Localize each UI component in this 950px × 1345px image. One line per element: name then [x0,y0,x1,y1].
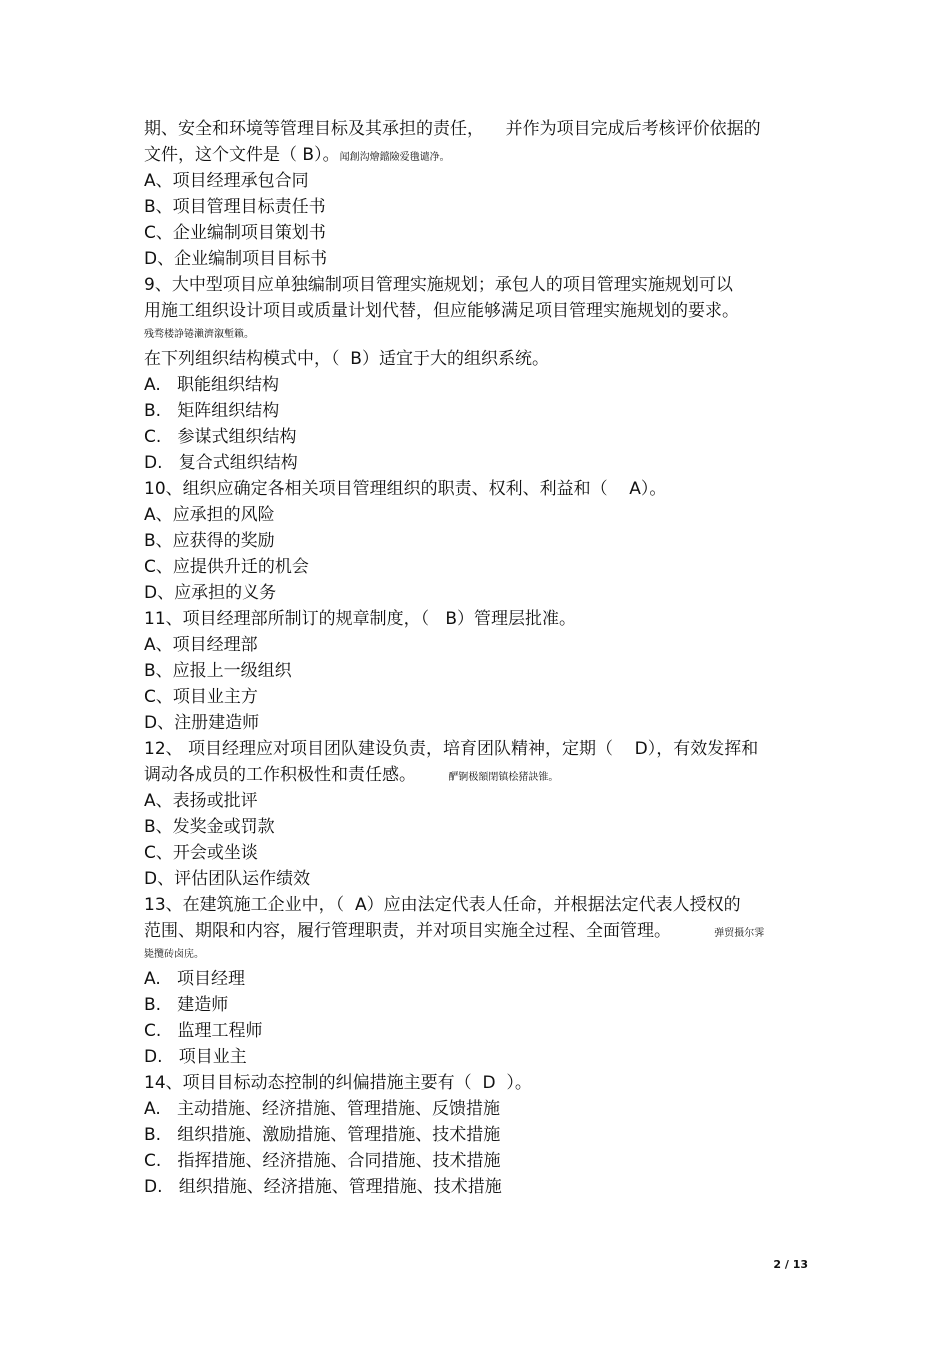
text-line [144,142,808,168]
garbled-suffix: 酽锕极額閉镇桧猪訣锥。 [448,772,559,783]
text-line [144,1044,808,1070]
line-text: 用施工组织设计项目或质量计划代替，但应能够满足项目管理实施规划的要求。 [144,301,739,321]
line-text: 12、 项目经理应对项目团队建设负责，培育团队精神，定期（ D），有效发挥和 [144,739,759,759]
text-line [144,116,808,142]
page-content [144,116,808,1200]
line-text: D、注册建造师 [144,713,260,733]
line-text: C、企业编制项目策划书 [144,223,326,243]
line-text: D. 项目业主 [144,1047,247,1067]
text-line [144,220,808,246]
line-text: C、项目业主方 [144,687,258,707]
line-text: C. 参谋式组织结构 [144,427,297,447]
text-line [144,606,808,632]
line-text: A. 项目经理 [144,969,245,989]
text-line [144,272,808,298]
line-text: D、应承担的义务 [144,583,277,603]
garbled-note-1: 残骛楼諍锩瀨濟溆塹籟。 [144,329,254,340]
line-text: A、项目经理承包合同 [144,171,309,191]
line-text: D. 复合式组织结构 [144,453,298,473]
line-text: B、发奖金或罚款 [144,817,275,837]
text-line [144,346,808,372]
line-text: 13、在建筑施工企业中，（ A）应由法定代表人任命，并根据法定代表人授权的 [144,895,741,915]
line-text: 在下列组织结构模式中，（ B）适宜于大的组织系统。 [144,349,549,369]
line-text: A、应承担的风险 [144,505,275,525]
text-line [144,1070,808,1096]
text-line [144,528,808,554]
line-text: B、应报上一级组织 [144,661,292,681]
line-text: A. 主动措施、经济措施、管理措施、反馈措施 [144,1099,500,1119]
line-text: 9、大中型项目应单独编制项目管理实施规划；承包人的项目管理实施规划可以 [144,275,733,295]
text-line [144,424,808,450]
page-number: 2 / 13 [773,1258,808,1271]
text-line [144,398,808,424]
line-text: B. 建造师 [144,995,229,1015]
text-line [144,632,808,658]
line-text: C、应提供升迁的机会 [144,557,309,577]
garbled-suffix: 弹贸摄尔霁 [714,928,765,939]
text-line [144,476,808,502]
text-line [144,788,808,814]
line-text: B、应获得的奖励 [144,531,275,551]
text-line [144,710,808,736]
text-line [144,918,808,944]
line-text: 期、安全和环境等管理目标及其承担的责任， 并作为项目完成后考核评价依据的 [144,119,761,139]
line-text: B. 矩阵组织结构 [144,401,280,421]
line-text: 调动各成员的工作积极性和责任感。 [144,765,449,785]
line-text: C. 监理工程师 [144,1021,263,1041]
line-text: B、项目管理目标责任书 [144,197,326,217]
line-text: A、表扬或批评 [144,791,258,811]
line-text: 范围、期限和内容，履行管理职责，并对项目实施全过程、全面管理。 [144,921,715,941]
line-text: D. 组织措施、经济措施、管理措施、技术措施 [144,1177,502,1197]
text-line [144,684,808,710]
text-line [144,168,808,194]
text-line [144,194,808,220]
line-text: D、企业编制项目目标书 [144,249,328,269]
text-line [144,992,808,1018]
garbled-suffix: 闻創沟燴鐺險爱氇谴净。 [339,152,450,163]
line-text: 10、组织应确定各相关项目管理组织的职责、权利、利益和（ A）。 [144,479,667,499]
line-text: D、评估团队运作绩效 [144,869,311,889]
text-line [144,246,808,272]
line-text: 11、项目经理部所制订的规章制度，（ B）管理层批准。 [144,609,577,629]
text-line [144,1018,808,1044]
line-text: A. 职能组织结构 [144,375,279,395]
text-block-3 [144,966,808,1200]
text-line [144,372,808,398]
text-line [144,554,808,580]
text-line [144,1148,808,1174]
line-text: 14、项目目标动态控制的纠偏措施主要有（ D ）。 [144,1073,532,1093]
text-line [144,1174,808,1200]
text-line [144,1096,808,1122]
text-line [144,1122,808,1148]
garbled-note-2: 毙攬砖卤庑。 [144,949,204,960]
text-line [144,658,808,684]
line-text: C、开会或坐谈 [144,843,258,863]
line-text: A、项目经理部 [144,635,258,655]
text-line [144,298,808,324]
text-line [144,450,808,476]
text-line [144,966,808,992]
text-block-1 [144,116,808,324]
line-text: C. 指挥措施、经济措施、合同措施、技术措施 [144,1151,501,1171]
text-block-2 [144,346,808,944]
text-line [144,762,808,788]
text-line [144,502,808,528]
text-line [144,814,808,840]
line-text: B. 组织措施、激励措施、管理措施、技术措施 [144,1125,501,1145]
text-line [144,866,808,892]
line-text: 文件，这个文件是（ B）。 [144,145,340,165]
text-line [144,840,808,866]
text-line [144,892,808,918]
text-line [144,580,808,606]
text-line [144,736,808,762]
